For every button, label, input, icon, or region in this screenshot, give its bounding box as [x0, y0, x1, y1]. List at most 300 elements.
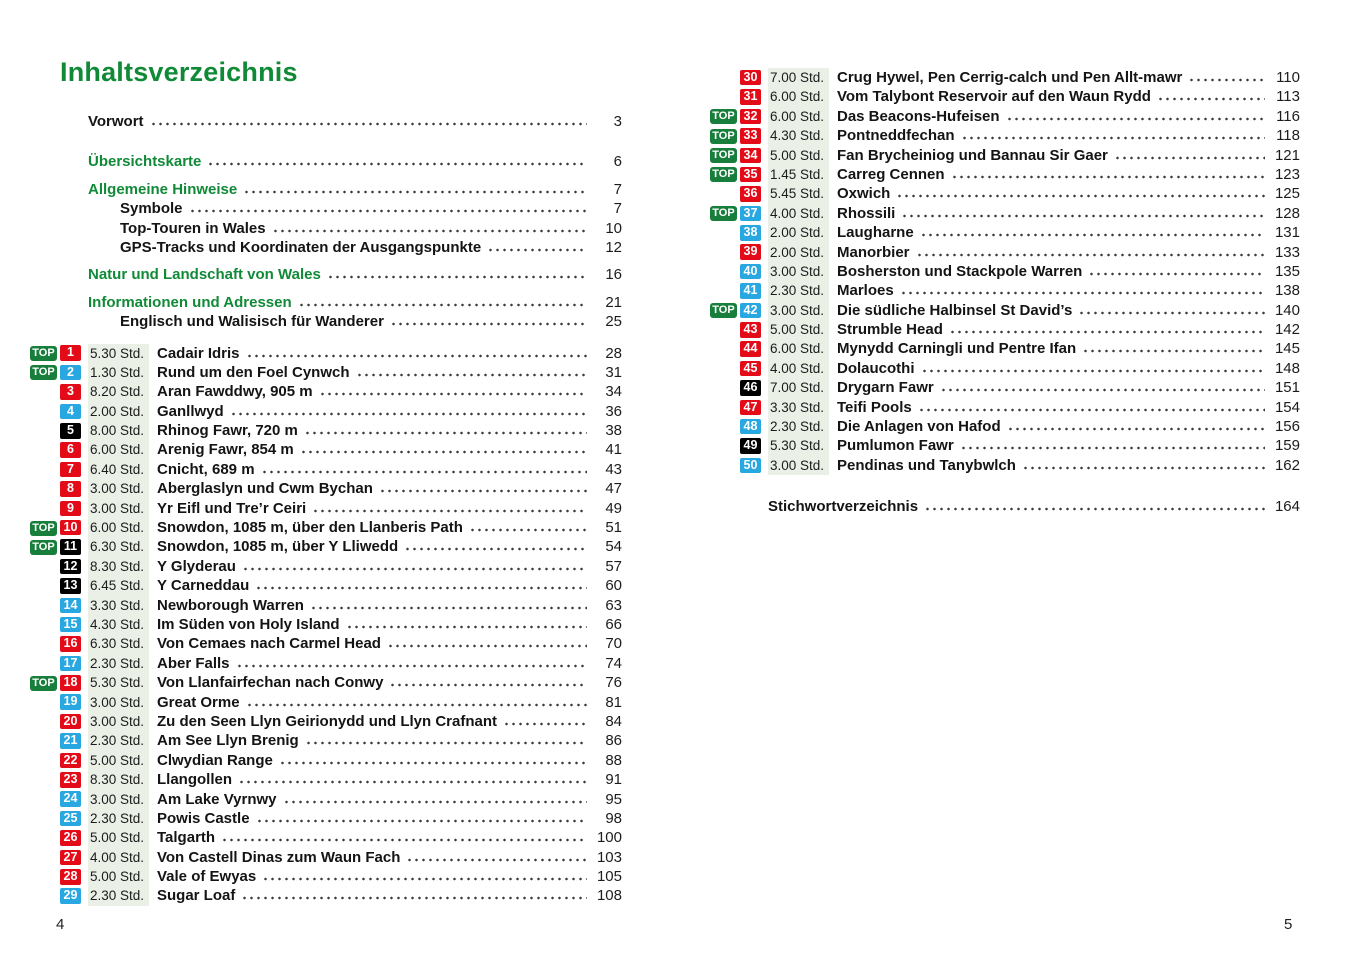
dot-leader — [1082, 339, 1265, 353]
tour-row — [30, 731, 622, 750]
tour-row — [30, 557, 622, 576]
footer-page-number-right: 5 — [1284, 916, 1293, 933]
tour-row — [710, 165, 1300, 184]
dot-leader — [298, 293, 587, 307]
top-badge-slot — [30, 557, 59, 576]
tour-title: Dolaucothi — [837, 359, 915, 377]
top-badge-slot — [30, 537, 59, 556]
top-badge-slot — [30, 382, 59, 401]
page-number: 3 — [613, 113, 622, 130]
dot-leader — [356, 363, 587, 377]
tour-row — [710, 262, 1300, 281]
tour-number-badge: 40 — [740, 264, 761, 280]
tour-title: Im Süden von Holy Island — [157, 615, 340, 633]
tour-duration: 4.00 Std. — [88, 848, 149, 867]
tour-number-badge: 16 — [60, 636, 81, 652]
tour-number-badge: 14 — [60, 598, 81, 614]
tour-row — [30, 828, 622, 847]
tour-number-badge: 18 — [60, 675, 81, 691]
page-number: 74 — [605, 654, 622, 672]
dot-leader — [256, 809, 587, 823]
page-title: Inhaltsverzeichnis — [60, 57, 298, 87]
tour-title: Newborough Warren — [157, 596, 304, 614]
tour-row — [710, 87, 1300, 106]
page-number: 54 — [605, 538, 622, 556]
tour-number-badge: 41 — [740, 283, 761, 299]
top-badge-slot — [710, 126, 739, 145]
dot-leader — [207, 152, 587, 166]
top-badge-slot — [30, 344, 59, 363]
top-badge-slot — [710, 378, 739, 397]
tour-title: Vale of Ewyas — [157, 868, 257, 886]
tour-duration: 4.30 Std. — [768, 126, 829, 145]
tour-number-badge: 3 — [60, 384, 81, 400]
page-number: 138 — [1274, 282, 1300, 300]
tour-row — [30, 770, 622, 789]
tour-duration: 5.00 Std. — [88, 751, 149, 770]
tour-number-badge: 34 — [740, 148, 761, 164]
page-number: 49 — [605, 499, 622, 517]
dot-leader — [1188, 68, 1265, 82]
tour-row — [30, 499, 622, 518]
dot-leader — [949, 320, 1265, 334]
tour-row — [710, 107, 1300, 126]
tour-duration: 6.00 Std. — [768, 87, 829, 106]
dot-leader — [916, 243, 1265, 257]
tour-title: Great Orme — [157, 693, 240, 711]
front-matter-label: Vorwort — [88, 113, 144, 130]
dot-leader — [1007, 417, 1265, 431]
dot-leader — [230, 402, 587, 416]
page-number: 88 — [605, 751, 622, 769]
top-badge-slot — [30, 673, 59, 692]
tour-row — [30, 440, 622, 459]
front-matter-label: Allgemeine Hinweise — [88, 180, 238, 198]
page-number: 34 — [605, 383, 622, 401]
top-badge-slot — [30, 848, 59, 867]
tour-title: Snowdon, 1085 m, über Y Lliwedd — [157, 538, 399, 556]
footer-page-number-left: 4 — [56, 916, 65, 933]
dot-leader — [261, 460, 587, 474]
dot-leader — [1114, 146, 1265, 160]
tour-title: Von Llanfairfechan nach Conwy — [157, 674, 384, 692]
tour-duration: 6.45 Std. — [88, 576, 149, 595]
page-number: 86 — [605, 732, 622, 750]
dot-leader — [896, 184, 1265, 198]
tour-row — [710, 417, 1300, 436]
tour-row — [30, 809, 622, 828]
dot-leader — [327, 265, 587, 279]
tour-number-badge: 2 — [60, 365, 81, 381]
tour-title: Aber Falls — [157, 654, 230, 672]
tour-number-badge: 1 — [60, 345, 81, 361]
tour-number-badge: 12 — [60, 559, 81, 575]
tour-title: Drygarn Fawr — [837, 379, 934, 397]
dot-leader — [236, 654, 587, 668]
page-number: 145 — [1274, 340, 1300, 358]
tour-duration: 8.30 Std. — [88, 770, 149, 789]
top-badge: TOP — [710, 206, 737, 221]
tour-row — [710, 436, 1300, 455]
front-matter-row — [30, 293, 622, 312]
page-number: 25 — [605, 313, 622, 331]
tour-row — [30, 460, 622, 479]
dot-leader — [1006, 107, 1265, 121]
tour-row — [30, 634, 622, 653]
tour-duration: 3.00 Std. — [88, 479, 149, 498]
tour-number-badge: 15 — [60, 617, 81, 633]
tour-row — [30, 479, 622, 498]
top-badge: TOP — [710, 148, 737, 163]
page-number: 60 — [605, 577, 622, 595]
top-badge: TOP — [30, 365, 57, 380]
dot-leader — [487, 238, 587, 252]
tour-title: Llangollen — [157, 771, 232, 789]
dot-leader — [503, 712, 587, 726]
dot-leader — [389, 673, 587, 687]
dot-leader — [951, 165, 1265, 179]
tour-duration: 2.30 Std. — [88, 886, 149, 905]
dot-leader — [255, 576, 587, 590]
tour-title: Talgarth — [157, 829, 216, 847]
tour-row — [30, 518, 622, 537]
front-matter-label: Top-Touren in Wales — [120, 219, 266, 237]
tour-title: Yr Eifl und Tre’r Ceiri — [157, 499, 307, 517]
tour-row — [710, 243, 1300, 262]
tour-duration: 3.00 Std. — [88, 790, 149, 809]
top-badge-slot — [30, 809, 59, 828]
tour-title: Von Castell Dinas zum Waun Fach — [157, 848, 401, 866]
top-badge-slot — [30, 363, 59, 382]
top-badge-slot — [710, 184, 739, 203]
dot-leader — [246, 344, 587, 358]
page-number: 36 — [605, 402, 622, 420]
top-badge: TOP — [30, 521, 57, 536]
top-badge-slot — [710, 146, 739, 165]
tour-number-badge: 28 — [60, 869, 81, 885]
page-number: 142 — [1274, 321, 1300, 339]
tour-number-badge: 27 — [60, 850, 81, 866]
tour-row — [30, 402, 622, 421]
front-matter-row — [30, 152, 622, 171]
top-badge-slot — [710, 417, 739, 436]
tour-duration: 3.00 Std. — [88, 693, 149, 712]
page-number: 162 — [1274, 456, 1300, 474]
tour-title: Die südliche Halbinsel St David’s — [837, 301, 1073, 319]
tour-number-badge: 9 — [60, 501, 81, 517]
tour-duration: 3.00 Std. — [88, 712, 149, 731]
tour-duration: 3.00 Std. — [768, 456, 829, 475]
page-number: 116 — [1276, 107, 1300, 125]
page-number: 47 — [605, 480, 622, 498]
page-number: 16 — [605, 266, 622, 284]
tour-number-badge: 11 — [60, 539, 81, 555]
dot-leader — [921, 359, 1266, 373]
page-number: 6 — [613, 153, 622, 171]
tour-duration: 5.45 Std. — [768, 184, 829, 203]
tour-number-badge: 46 — [740, 380, 761, 396]
dot-leader — [406, 848, 587, 862]
tour-row — [30, 712, 622, 731]
page-number: 103 — [596, 848, 622, 866]
front-matter-row — [30, 312, 622, 331]
front-matter-label: Natur und Landschaft von Wales — [88, 266, 321, 284]
tour-number-badge: 47 — [740, 400, 761, 416]
dot-leader — [246, 693, 587, 707]
tour-number-badge: 37 — [740, 206, 761, 222]
page-number: 133 — [1274, 243, 1300, 261]
tour-row — [710, 359, 1300, 378]
tour-row — [710, 184, 1300, 203]
tour-number-badge: 19 — [60, 694, 81, 710]
tour-duration: 3.00 Std. — [768, 262, 829, 281]
dot-leader — [262, 867, 587, 881]
front-matter-label: Symbole — [120, 200, 183, 218]
dot-leader — [469, 518, 587, 532]
page-number: 28 — [605, 344, 622, 362]
top-badge-slot — [30, 712, 59, 731]
page-number: 123 — [1274, 165, 1300, 183]
left-column — [30, 57, 622, 906]
tour-row — [30, 673, 622, 692]
top-badge-slot — [710, 243, 739, 262]
dot-leader — [1088, 262, 1265, 276]
top-badge-slot — [710, 456, 739, 475]
top-badge-slot — [710, 107, 739, 126]
tour-duration: 2.00 Std. — [768, 243, 829, 262]
page-number: 7 — [613, 180, 622, 198]
front-matter-label: Informationen und Adressen — [88, 293, 292, 311]
front-matter-row — [30, 199, 622, 218]
tour-list-left — [30, 344, 622, 906]
tour-number-badge: 38 — [740, 225, 761, 241]
tour-duration: 5.00 Std. — [88, 828, 149, 847]
tour-number-badge: 21 — [60, 733, 81, 749]
top-badge-slot — [30, 828, 59, 847]
page-number: 7 — [613, 200, 622, 218]
page-number: 51 — [605, 519, 622, 537]
tour-title: Das Beacons-Hufeisen — [837, 107, 1000, 125]
front-matter-label: Übersichtskarte — [88, 153, 202, 171]
tour-title: Cnicht, 689 m — [157, 460, 255, 478]
tour-duration: 6.00 Std. — [768, 107, 829, 126]
page-number: 98 — [605, 809, 622, 827]
top-badge-slot — [30, 421, 59, 440]
top-badge-slot — [710, 301, 739, 320]
top-badge-slot — [710, 87, 739, 106]
dot-leader — [300, 440, 587, 454]
tour-title: Rhossili — [837, 204, 896, 222]
tour-row — [30, 654, 622, 673]
tour-number-badge: 26 — [60, 830, 81, 846]
page-number: 43 — [605, 460, 622, 478]
page-number: 159 — [1274, 437, 1300, 455]
tour-row — [30, 751, 622, 770]
tour-number-badge: 5 — [60, 423, 81, 439]
page-number: 10 — [605, 219, 622, 237]
tour-title: Marloes — [837, 282, 894, 300]
page-number: 135 — [1274, 262, 1300, 280]
tour-title: Crug Hywel, Pen Cerrig-calch und Pen Allt-mawr — [837, 69, 1183, 86]
page-number: 140 — [1274, 301, 1300, 319]
top-badge-slot — [30, 460, 59, 479]
top-badge-slot — [30, 499, 59, 518]
tour-number-badge: 33 — [740, 128, 761, 144]
tour-duration: 4.00 Std. — [768, 204, 829, 223]
top-badge-slot — [30, 654, 59, 673]
tour-duration: 6.30 Std. — [88, 537, 149, 556]
tour-duration: 2.30 Std. — [88, 731, 149, 750]
tour-title: Clwydian Range — [157, 751, 273, 769]
dot-leader — [390, 312, 587, 326]
tour-duration: 1.45 Std. — [768, 165, 829, 184]
tour-number-badge: 42 — [740, 303, 761, 319]
top-badge-slot — [710, 165, 739, 184]
top-badge-slot — [710, 68, 739, 87]
front-matter-label: Englisch und Walisisch für Wanderer — [120, 313, 384, 331]
tour-number-badge: 35 — [740, 167, 761, 183]
tour-title: Pendinas und Tanybwlch — [837, 456, 1016, 474]
page-number: 63 — [605, 596, 622, 614]
front-matter-row — [30, 180, 622, 199]
tour-number-badge: 32 — [740, 109, 761, 125]
page-number: 84 — [605, 712, 622, 730]
index-row — [710, 497, 1300, 516]
dot-leader — [918, 398, 1265, 412]
tour-number-badge: 43 — [740, 322, 761, 338]
tour-number-badge: 49 — [740, 438, 761, 454]
tour-duration: 8.20 Std. — [88, 382, 149, 401]
dot-leader — [1022, 456, 1265, 470]
tour-number-badge: 23 — [60, 772, 81, 788]
tour-number-badge: 10 — [60, 520, 81, 536]
tour-number-badge: 20 — [60, 714, 81, 730]
tour-duration: 6.30 Std. — [88, 634, 149, 653]
tour-title: Rund um den Foel Cynwch — [157, 363, 350, 381]
tour-row — [30, 344, 622, 363]
dot-leader — [238, 770, 587, 784]
front-matter-row — [30, 112, 622, 131]
page-number: 81 — [605, 693, 622, 711]
tour-duration: 5.00 Std. — [88, 867, 149, 886]
tour-row — [710, 223, 1300, 242]
tour-number-badge: 8 — [60, 481, 81, 497]
front-matter-row — [30, 219, 622, 238]
top-badge: TOP — [30, 346, 57, 361]
top-badge: TOP — [30, 540, 57, 555]
dot-leader — [901, 204, 1265, 218]
tour-duration: 2.00 Std. — [768, 223, 829, 242]
tour-row — [30, 867, 622, 886]
tour-duration: 8.00 Std. — [88, 421, 149, 440]
tour-duration: 5.00 Std. — [768, 146, 829, 165]
tour-row — [30, 576, 622, 595]
tour-duration: 6.00 Std. — [88, 440, 149, 459]
page-number: 70 — [605, 635, 622, 653]
tour-row — [30, 596, 622, 615]
tour-duration: 5.30 Std. — [88, 344, 149, 363]
dot-leader — [404, 537, 587, 551]
tour-row — [710, 339, 1300, 358]
page-number: 154 — [1274, 398, 1300, 416]
top-badge-slot — [30, 576, 59, 595]
front-matter-label: GPS-Tracks und Koordinaten der Ausgangspunkte — [120, 238, 482, 256]
tour-duration: 5.30 Std. — [88, 673, 149, 692]
tour-title: Zu den Seen Llyn Geirionydd und Llyn Crafnant — [157, 712, 498, 730]
top-badge-slot — [710, 436, 739, 455]
dot-leader — [924, 497, 1265, 511]
tour-row — [30, 848, 622, 867]
page-number: 118 — [1276, 127, 1300, 145]
top-badge-slot — [710, 223, 739, 242]
tour-duration: 2.30 Std. — [768, 417, 829, 436]
tour-title: Mynydd Carningli und Pentre Ifan — [837, 340, 1077, 358]
dot-leader — [241, 886, 587, 900]
dot-leader — [279, 751, 587, 765]
tour-number-badge: 44 — [740, 341, 761, 357]
tour-number-badge: 39 — [740, 244, 761, 260]
page-number: 66 — [605, 615, 622, 633]
tour-number-badge: 24 — [60, 791, 81, 807]
top-badge-slot — [30, 596, 59, 615]
tour-row — [710, 68, 1300, 87]
tour-duration: 1.30 Std. — [88, 363, 149, 382]
tour-duration: 4.00 Std. — [768, 359, 829, 378]
tour-row — [710, 204, 1300, 223]
top-badge-slot — [710, 359, 739, 378]
tour-title: Ganllwyd — [157, 402, 224, 420]
tour-number-badge: 4 — [60, 404, 81, 420]
top-badge-slot — [30, 790, 59, 809]
page-number: 148 — [1274, 359, 1300, 377]
tour-number-badge: 31 — [740, 89, 761, 105]
page-number: 76 — [605, 674, 622, 692]
page-number: 131 — [1274, 224, 1300, 242]
tour-row — [710, 398, 1300, 417]
tour-title: Bosherston und Stackpole Warren — [837, 262, 1083, 280]
top-badge-slot — [30, 867, 59, 886]
tour-duration: 8.30 Std. — [88, 557, 149, 576]
dot-leader — [346, 615, 587, 629]
page-number: 31 — [605, 363, 622, 381]
tour-title: Laugharne — [837, 224, 914, 242]
top-badge-slot — [710, 262, 739, 281]
page-number: 38 — [605, 422, 622, 440]
dot-leader — [312, 499, 587, 513]
tour-title: Aran Fawddwy, 905 m — [157, 383, 313, 401]
page-number: 105 — [596, 868, 622, 886]
dot-leader — [961, 126, 1265, 140]
tour-number-badge: 36 — [740, 186, 761, 202]
tour-title: Vom Talybont Reservoir auf den Waun Rydd — [837, 88, 1151, 106]
tour-list-right — [710, 68, 1300, 475]
tour-number-badge: 13 — [60, 578, 81, 594]
tour-row — [30, 615, 622, 634]
tour-duration: 7.00 Std. — [768, 68, 829, 87]
tour-duration: 6.40 Std. — [88, 460, 149, 479]
tour-row — [30, 693, 622, 712]
tour-title: Von Cemaes nach Carmel Head — [157, 635, 381, 653]
tour-title: Y Carneddau — [157, 577, 250, 595]
tour-title: Am Lake Vyrnwy — [157, 790, 277, 808]
tour-title: Pumlumon Fawr — [837, 437, 954, 455]
top-badge-slot — [30, 886, 59, 905]
page-number: 110 — [1276, 69, 1300, 86]
tour-title: Aberglaslyn und Cwm Bychan — [157, 480, 373, 498]
dot-leader — [242, 557, 587, 571]
tour-row — [710, 146, 1300, 165]
tour-row — [710, 126, 1300, 145]
